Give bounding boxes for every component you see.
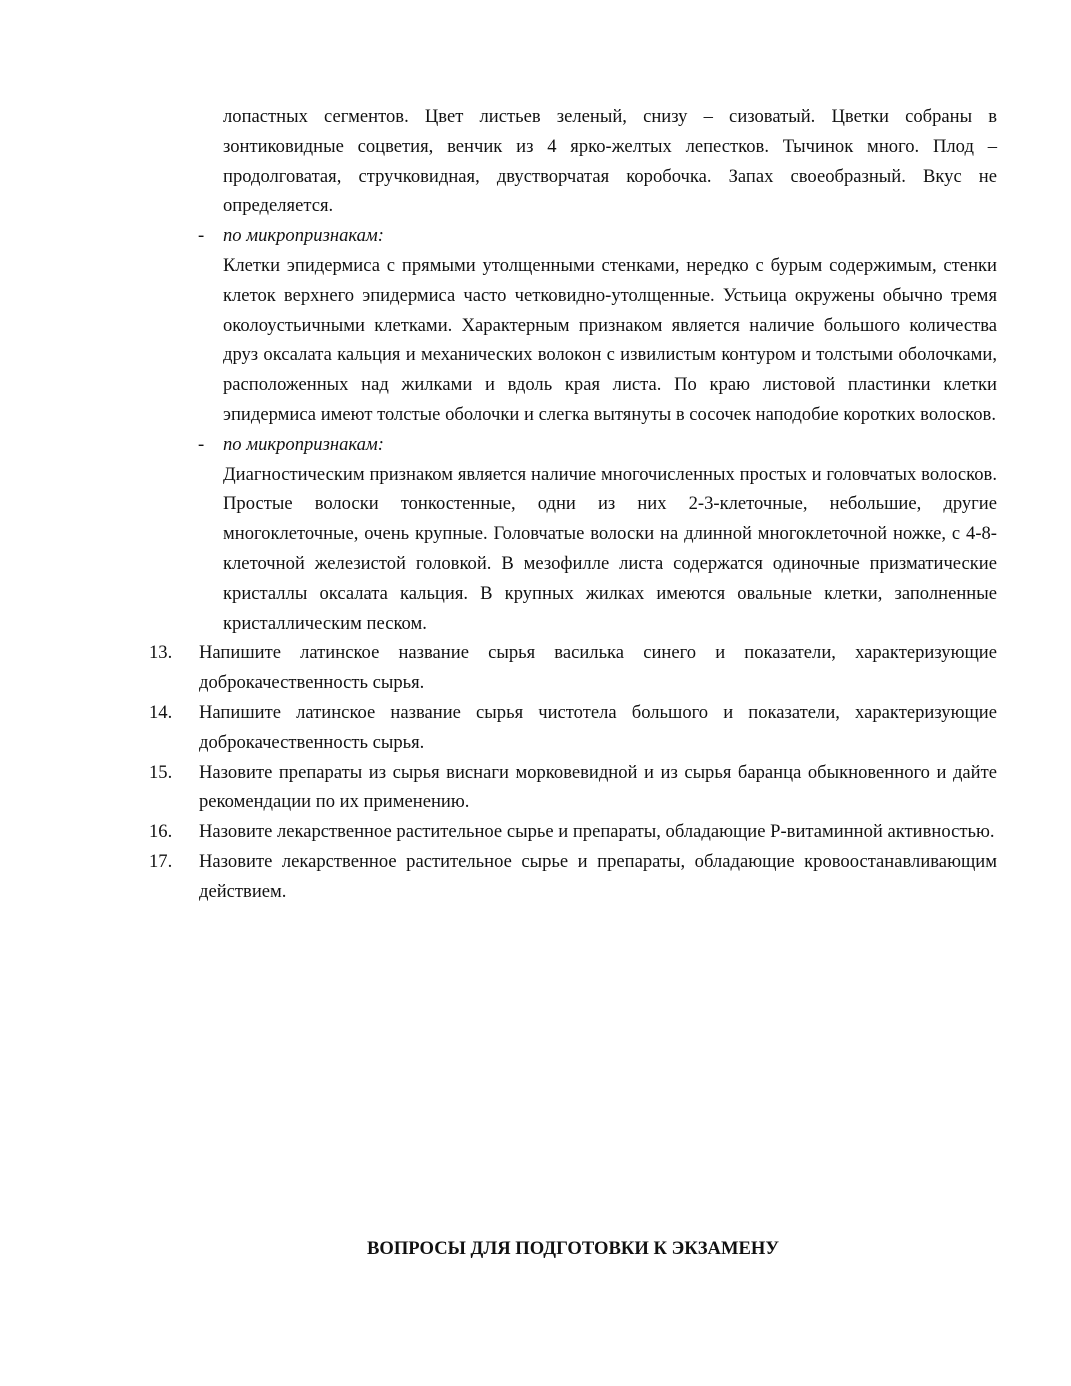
question-text: Назовите лекарственное растительное сырье и препараты, обладающие кровоостанавливающим действием. [199,850,997,902]
section-heading-microfeatures-1 [198,221,997,251]
question-item [149,698,997,758]
question-text: Напишите латинское название сырья чистотела большого и показатели, характеризующие доброкачественность сырья. [199,701,997,753]
list-dash: - [198,433,205,455]
question-item [149,638,997,698]
question-text: Назовите лекарственное растительное сырье и препараты, обладающие Р-витаминной активностью. [199,821,995,843]
document-body [0,102,1071,907]
question-item [149,758,997,818]
question-item [149,817,997,847]
intro-paragraph: лопастных сегментов. Цвет листьев зеленый, снизу – сизоватый. Цветки собраны в зонтиковидные соцветия, венчик из 4 ярко-желтых лепестков. Тычинок много. Плод – продолговатая, стручковидная, двустворчатая коробочка. Запах своеобразный. Вкус не определяется. [223,106,997,217]
exam-questions-heading: ВОПРОСЫ ДЛЯ ПОДГОТОВКИ К ЭКЗАМЕНУ [366,1238,780,1259]
section-heading-microfeatures-2 [198,430,997,460]
list-dash: - [198,225,205,247]
question-number: 16. [149,821,173,843]
question-text: Назовите препараты из сырья виснаги морковевидной и из сырья баранца обыкновенного и дайте рекомендации по их применению. [199,761,997,813]
section-label: по микропризнакам: [223,433,384,455]
question-number: 17. [149,850,173,872]
question-number: 13. [149,642,173,664]
question-number: 14. [149,701,173,723]
question-text: Напишите латинское название сырья василька синего и показатели, характеризующие доброкачественность сырья. [199,642,997,694]
question-number: 15. [149,761,173,783]
section-paragraph-1: Клетки эпидермиса с прямыми утолщенными стенками, нередко с бурым содержимым, стенки клеток верхнего эпидермиса часто четковидно-утолщенные. Устьица окружены обычно тремя околоустьичными клетками. Характерным признаком является наличие большого количества друз оксалата кальция и механических волокон с извилистым контуром и толстыми оболочками, расположенных над жилками и вдоль края листа. По краю листовой пластинки клетки эпидермиса имеют толстые оболочки и слегка вытянуты в сосочек наподобие коротких волосков. [223,254,997,425]
section-paragraph-2: Диагностическим признаком является наличие многочисленных простых и головчатых волосков. Простые волоски тонкостенные, одни из них 2-3-клеточные, небольшие, другие многоклеточные, очень крупные. Головчатые волоски на длинной многоклеточной ножке, с 4-8-клеточной железистой головкой. В мезофилле листа содержатся одиночные призматические кристаллы оксалата кальция. В крупных жилках имеются овальные клетки, заполненные кристаллическим песком. [223,463,997,634]
question-item [149,847,997,907]
section-label: по микропризнакам: [223,225,384,247]
